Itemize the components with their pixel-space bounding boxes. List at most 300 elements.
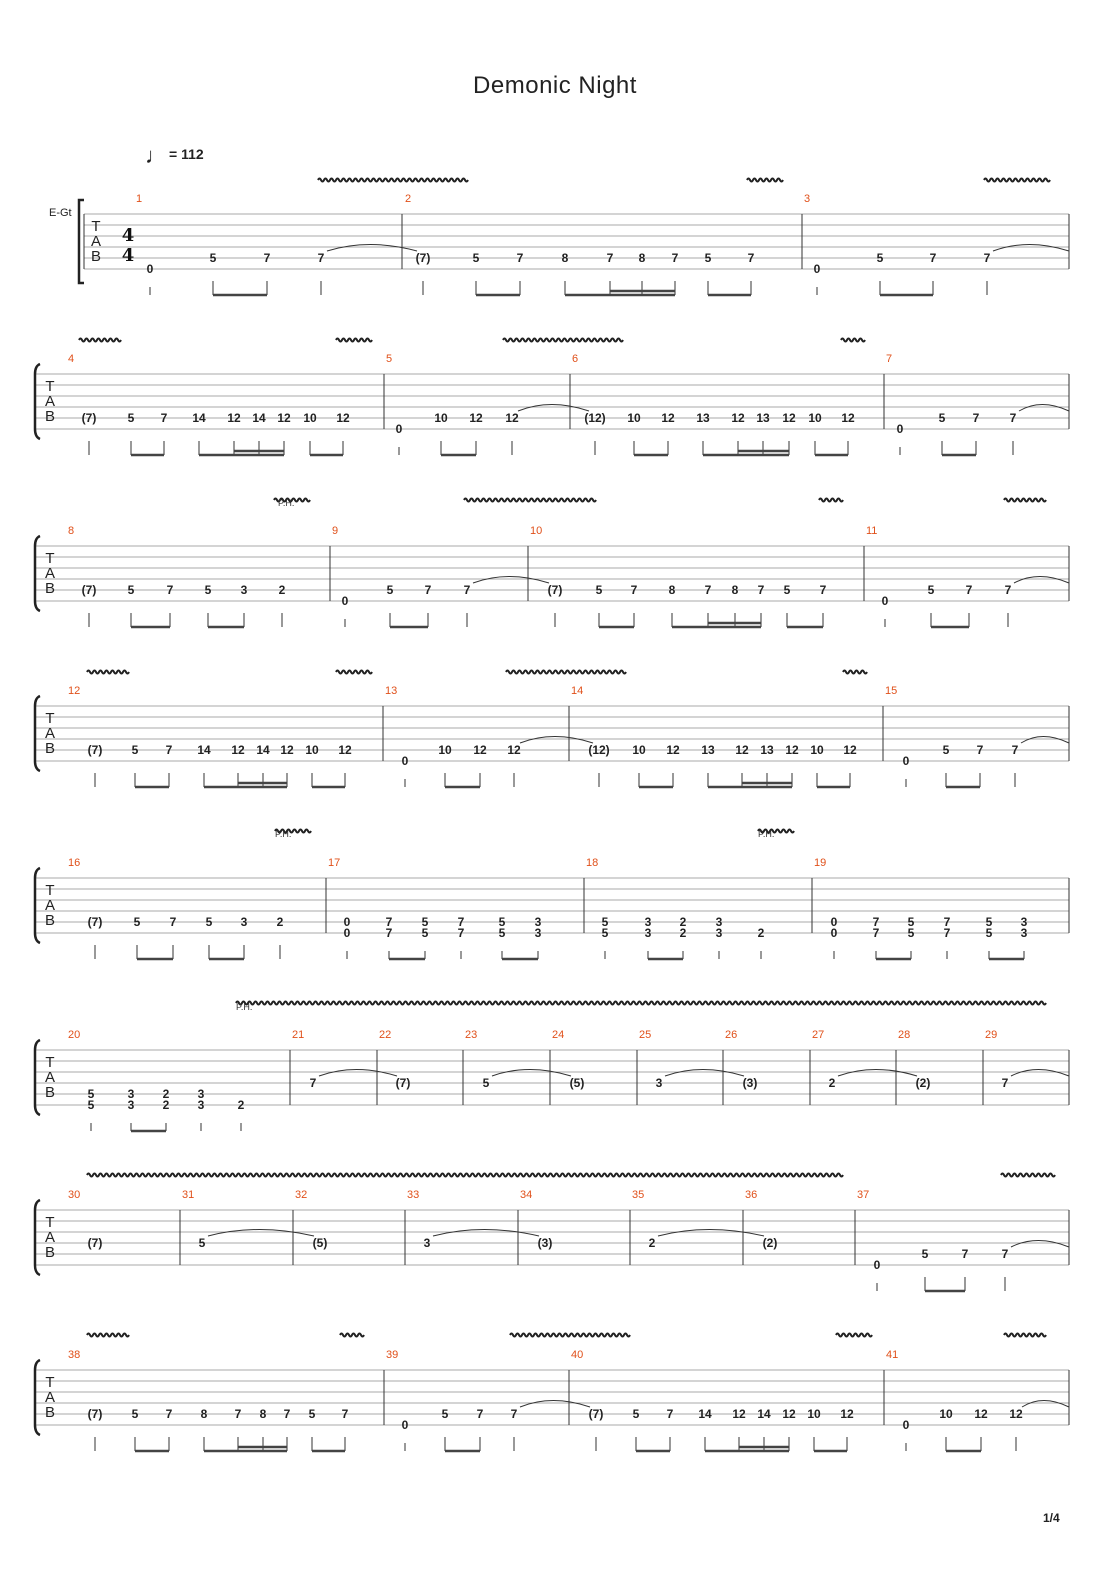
fret-number: 5 (209, 251, 217, 265)
tie-arc (1019, 405, 1069, 412)
tab-clef-letter: T (91, 218, 101, 235)
tie-arc (433, 1230, 539, 1237)
fret-number: 5 (985, 915, 993, 929)
fret-number: 2 (828, 1076, 836, 1090)
fret-number: 5 (498, 926, 506, 940)
measure-number: 17 (328, 857, 341, 869)
measure-number: 33 (407, 1189, 420, 1201)
fret-number: (7) (395, 1076, 411, 1090)
fret-number: 5 (704, 251, 712, 265)
fret-number: 2 (757, 926, 765, 940)
fret-number: 14 (252, 411, 266, 425)
fret-number: 2 (679, 926, 687, 940)
fret-number: 3 (534, 926, 542, 940)
tab-clef-letter: B (44, 580, 56, 597)
fret-number: 0 (830, 915, 838, 929)
tab-clef-letter: B (90, 248, 102, 265)
fret-number: 7 (160, 411, 168, 425)
measure-number: 9 (332, 525, 339, 537)
fret-number: 12 (473, 743, 487, 757)
fret-number: (7) (87, 1407, 103, 1421)
fret-number: 10 (627, 411, 641, 425)
fret-number: 0 (343, 926, 351, 940)
measure-number: 19 (814, 857, 827, 869)
tab-clef-letter: B (44, 408, 56, 425)
fret-number: 13 (701, 743, 715, 757)
fret-number: 5 (204, 583, 212, 597)
fret-number: 10 (939, 1407, 953, 1421)
fret-number: 0 (401, 1418, 409, 1432)
fret-number: 7 (1004, 583, 1012, 597)
fret-number: 12 (661, 411, 675, 425)
fret-number: 7 (747, 251, 755, 265)
fret-number: 12 (507, 743, 521, 757)
fret-number: 12 (732, 1407, 746, 1421)
measure-number: 2 (405, 193, 412, 205)
fret-number: (3) (537, 1236, 553, 1250)
measure-number: 30 (68, 1189, 81, 1201)
fret-number: 2 (276, 915, 284, 929)
fret-number: 8 (638, 251, 646, 265)
measure-number: 12 (68, 685, 81, 697)
fret-number: 12 (735, 743, 749, 757)
measure-number: 34 (520, 1189, 533, 1201)
fret-number: 7 (976, 743, 984, 757)
fret-number: (3) (742, 1076, 758, 1090)
fret-number: 5 (921, 1247, 929, 1261)
fret-number: 7 (872, 915, 880, 929)
measure-number: 15 (885, 685, 898, 697)
fret-number: 7 (972, 411, 980, 425)
fret-number: 0 (896, 422, 904, 436)
tie-arc (1021, 737, 1069, 744)
vibrato-line (336, 671, 372, 674)
fret-number: 12 (782, 1407, 796, 1421)
tab-clef-letter: B (44, 1084, 56, 1101)
measure-number: 16 (68, 857, 81, 869)
vibrato-line (87, 1334, 129, 1337)
fret-number: 5 (421, 915, 429, 929)
fret-number: 5 (482, 1076, 490, 1090)
fret-number: 10 (438, 743, 452, 757)
fret-number: 5 (131, 1407, 139, 1421)
vibrato-line (336, 339, 372, 342)
system-brace (35, 364, 40, 439)
fret-number: 12 (782, 411, 796, 425)
fret-number: 12 (469, 411, 483, 425)
fret-number: 12 (505, 411, 519, 425)
fret-number: 7 (630, 583, 638, 597)
measure-number: 35 (632, 1189, 645, 1201)
fret-number: 14 (197, 743, 211, 757)
fret-number: 7 (169, 915, 177, 929)
fret-number: 12 (666, 743, 680, 757)
tie-arc (1022, 1401, 1069, 1408)
tab-clef-letter: B (44, 1404, 56, 1421)
measure-number: 18 (586, 857, 599, 869)
fret-number: 14 (698, 1407, 712, 1421)
measure-number: 20 (68, 1029, 81, 1041)
fret-number: 0 (902, 754, 910, 768)
fret-number: 5 (472, 251, 480, 265)
fret-number: 5 (87, 1098, 95, 1112)
fret-number: 8 (731, 583, 739, 597)
fret-number: 13 (696, 411, 710, 425)
vibrato-line (87, 1174, 843, 1177)
fret-number: 14 (192, 411, 206, 425)
fret-number: (7) (415, 251, 431, 265)
fret-number: 5 (421, 926, 429, 940)
system-brace (35, 868, 40, 943)
fret-number: (7) (588, 1407, 604, 1421)
fret-number: 2 (162, 1087, 170, 1101)
fret-number: 5 (498, 915, 506, 929)
fret-number: 7 (341, 1407, 349, 1421)
fret-number: 2 (162, 1098, 170, 1112)
pinch-harmonic-label: P.H. (758, 829, 775, 839)
tab-clef-letter: T (45, 550, 55, 567)
fret-number: 12 (1009, 1407, 1023, 1421)
fret-number: 12 (336, 411, 350, 425)
fret-number: 12 (231, 743, 245, 757)
measure-number: 24 (552, 1029, 565, 1041)
measure-number: 40 (571, 1349, 584, 1361)
fret-number: 7 (666, 1407, 674, 1421)
fret-number: 10 (807, 1407, 821, 1421)
system-brace (35, 696, 40, 771)
fret-number: 3 (197, 1098, 205, 1112)
fret-number: 3 (644, 915, 652, 929)
fret-number: 5 (601, 926, 609, 940)
fret-number: 5 (386, 583, 394, 597)
tie-arc (838, 1070, 917, 1077)
fret-number: 12 (280, 743, 294, 757)
vibrato-line (318, 179, 468, 182)
fret-number: 12 (338, 743, 352, 757)
tab-clef-letter: A (44, 1389, 56, 1406)
fret-number: 14 (256, 743, 270, 757)
tab-clef-letter: B (44, 1244, 56, 1261)
fret-number: 0 (813, 262, 821, 276)
instrument-label: E-Gt (49, 207, 72, 219)
fret-number: 8 (561, 251, 569, 265)
fret-number: 5 (133, 915, 141, 929)
fret-number: 7 (309, 1076, 317, 1090)
fret-number: 7 (234, 1407, 242, 1421)
fret-number: (7) (87, 743, 103, 757)
time-signature-top: 4 (121, 225, 135, 246)
tie-arc (658, 1230, 764, 1237)
vibrato-line (79, 339, 121, 342)
vibrato-line (340, 1334, 364, 1337)
fret-number: 3 (127, 1098, 135, 1112)
fret-number: 7 (457, 915, 465, 929)
fret-number: 7 (671, 251, 679, 265)
fret-number: 13 (756, 411, 770, 425)
fret-number: 12 (843, 743, 857, 757)
measure-number: 11 (866, 525, 878, 537)
fret-number: (12) (584, 411, 606, 425)
tie-arc (665, 1070, 744, 1077)
measure-number: 28 (898, 1029, 911, 1041)
fret-number: 5 (595, 583, 603, 597)
fret-number: 5 (907, 915, 915, 929)
measure-number: 5 (386, 353, 393, 365)
fret-number: 7 (819, 583, 827, 597)
system-brace (35, 1040, 40, 1115)
fret-number: 7 (510, 1407, 518, 1421)
quarter-note-icon: ♩ (145, 143, 167, 168)
tie-arc (492, 1070, 571, 1077)
fret-number: 7 (424, 583, 432, 597)
fret-number: 10 (303, 411, 317, 425)
fret-number: 3 (534, 915, 542, 929)
tie-arc (327, 245, 417, 252)
vibrato-line (503, 339, 623, 342)
fret-number: 7 (1001, 1247, 1009, 1261)
fret-number: 7 (704, 583, 712, 597)
fret-number: 10 (810, 743, 824, 757)
fret-number: 0 (401, 754, 409, 768)
fret-number: 0 (881, 594, 889, 608)
tab-clef-letter: A (44, 1069, 56, 1086)
fret-number: 2 (278, 583, 286, 597)
fret-number: 3 (127, 1087, 135, 1101)
fret-number: 3 (197, 1087, 205, 1101)
fret-number: 5 (127, 411, 135, 425)
vibrato-line (1004, 1334, 1046, 1337)
vibrato-line (506, 671, 626, 674)
fret-number: 0 (146, 262, 154, 276)
pinch-harmonic-label: P.H. (236, 1002, 253, 1012)
measure-number: 31 (182, 1189, 195, 1201)
system-brace (35, 1200, 40, 1275)
fret-number: 5 (131, 743, 139, 757)
page-number: 1/4 (1043, 1511, 1060, 1525)
fret-number: 0 (902, 1418, 910, 1432)
fret-number: (7) (87, 915, 103, 929)
measure-number: 7 (886, 353, 893, 365)
vibrato-line (819, 499, 843, 502)
system-brace (35, 536, 40, 611)
fret-number: (5) (312, 1236, 328, 1250)
fret-number: 10 (305, 743, 319, 757)
fret-number: 3 (644, 926, 652, 940)
fret-number: 12 (227, 411, 241, 425)
tab-clef-letter: B (44, 912, 56, 929)
fret-number: 7 (1001, 1076, 1009, 1090)
measure-number: 29 (985, 1029, 998, 1041)
fret-number: 12 (840, 1407, 854, 1421)
fret-number: (7) (547, 583, 563, 597)
fret-number: 10 (632, 743, 646, 757)
tab-clef-letter: T (45, 882, 55, 899)
tab-clef-letter: A (44, 725, 56, 742)
vibrato-line (843, 671, 867, 674)
vibrato-line (836, 1334, 872, 1337)
fret-number: 5 (907, 926, 915, 940)
fret-number: 7 (457, 926, 465, 940)
fret-number: (7) (87, 1236, 103, 1250)
tab-clef-letter: T (45, 378, 55, 395)
measure-number: 3 (804, 193, 811, 205)
system-brace (35, 1360, 40, 1435)
fret-number: (5) (569, 1076, 585, 1090)
fret-number: 5 (938, 411, 946, 425)
vibrato-line (841, 339, 865, 342)
fret-number: 13 (760, 743, 774, 757)
vibrato-line (464, 499, 596, 502)
tie-arc (319, 1070, 397, 1077)
measure-number: 39 (386, 1349, 399, 1361)
vibrato-line (510, 1334, 630, 1337)
measure-number: 13 (385, 685, 398, 697)
fret-number: 12 (785, 743, 799, 757)
tab-clef-letter: T (45, 1054, 55, 1071)
measure-number: 21 (292, 1029, 305, 1041)
fret-number: 7 (283, 1407, 291, 1421)
fret-number: 3 (240, 915, 248, 929)
system-bracket (79, 200, 84, 283)
tie-arc (993, 245, 1069, 252)
fret-number: 5 (127, 583, 135, 597)
tab-clef-letter: A (90, 233, 102, 250)
fret-number: 12 (277, 411, 291, 425)
vibrato-line (1004, 499, 1046, 502)
measure-number: 6 (572, 353, 579, 365)
fret-number: 5 (205, 915, 213, 929)
fret-number: 7 (263, 251, 271, 265)
measure-number: 32 (295, 1189, 308, 1201)
fret-number: 7 (965, 583, 973, 597)
fret-number: 7 (385, 926, 393, 940)
fret-number: 8 (200, 1407, 208, 1421)
fret-number: 14 (757, 1407, 771, 1421)
measure-number: 26 (725, 1029, 738, 1041)
tempo-value: = 112 (169, 146, 204, 162)
fret-number: 7 (165, 1407, 173, 1421)
measure-number: 36 (745, 1189, 758, 1201)
measure-number: 23 (465, 1029, 478, 1041)
tie-arc (1011, 1070, 1069, 1077)
fret-number: 8 (668, 583, 676, 597)
tie-arc (208, 1230, 314, 1237)
song-title: Demonic Night (473, 72, 637, 99)
fret-number: 3 (655, 1076, 663, 1090)
fret-number: 2 (237, 1098, 245, 1112)
fret-number: (7) (81, 583, 97, 597)
fret-number: 10 (434, 411, 448, 425)
fret-number: 2 (648, 1236, 656, 1250)
fret-number: 5 (198, 1236, 206, 1250)
measure-number: 27 (812, 1029, 825, 1041)
vibrato-line (747, 179, 783, 182)
fret-number: 7 (476, 1407, 484, 1421)
fret-number: 5 (927, 583, 935, 597)
fret-number: 7 (516, 251, 524, 265)
fret-number: 5 (783, 583, 791, 597)
fret-number: 3 (423, 1236, 431, 1250)
fret-number: 3 (1020, 926, 1028, 940)
tie-arc (520, 737, 593, 744)
tab-clef-letter: A (44, 897, 56, 914)
fret-number: 3 (715, 926, 723, 940)
fret-number: 7 (929, 251, 937, 265)
fret-number: 7 (983, 251, 991, 265)
fret-number: 3 (1020, 915, 1028, 929)
tab-clef-letter: T (45, 710, 55, 727)
tab-clef-letter: A (44, 1229, 56, 1246)
fret-number: 5 (942, 743, 950, 757)
fret-number: 8 (259, 1407, 267, 1421)
tab-clef-letter: A (44, 393, 56, 410)
fret-number: 0 (830, 926, 838, 940)
measure-number: 8 (68, 525, 75, 537)
fret-number: 5 (876, 251, 884, 265)
pinch-harmonic-label: P.H. (278, 498, 295, 508)
fret-number: 7 (1011, 743, 1019, 757)
fret-number: 0 (395, 422, 403, 436)
fret-number: 5 (632, 1407, 640, 1421)
fret-number: 7 (166, 583, 174, 597)
tie-arc (1014, 577, 1069, 584)
fret-number: 7 (943, 926, 951, 940)
fret-number: 7 (757, 583, 765, 597)
fret-number: 7 (463, 583, 471, 597)
tab-clef-letter: A (44, 565, 56, 582)
fret-number: 10 (808, 411, 822, 425)
fret-number: 7 (961, 1247, 969, 1261)
measure-number: 38 (68, 1349, 81, 1361)
measure-number: 22 (379, 1029, 392, 1041)
fret-number: 7 (872, 926, 880, 940)
tie-arc (473, 577, 549, 584)
fret-number: 3 (715, 915, 723, 929)
pinch-harmonic-label: P.H. (275, 829, 292, 839)
fret-number: 0 (343, 915, 351, 929)
tie-arc (520, 1401, 590, 1408)
measure-number: 1 (136, 193, 143, 205)
fret-number: 0 (341, 594, 349, 608)
measure-number: 4 (68, 353, 75, 365)
fret-number: 7 (1009, 411, 1017, 425)
fret-number: 7 (165, 743, 173, 757)
measure-number: 37 (857, 1189, 870, 1201)
tie-arc (1011, 1241, 1069, 1248)
fret-number: (12) (588, 743, 610, 757)
tab-clef-letter: T (45, 1374, 55, 1391)
measure-number: 10 (530, 525, 543, 537)
fret-number: 12 (841, 411, 855, 425)
fret-number: 5 (985, 926, 993, 940)
vibrato-line (984, 179, 1050, 182)
measure-number: 25 (639, 1029, 652, 1041)
fret-number: 12 (974, 1407, 988, 1421)
fret-number: 0 (873, 1258, 881, 1272)
fret-number: 5 (441, 1407, 449, 1421)
fret-number: 7 (317, 251, 325, 265)
fret-number: 7 (606, 251, 614, 265)
fret-number: 5 (308, 1407, 316, 1421)
vibrato-line (236, 1002, 1046, 1005)
vibrato-line (87, 671, 129, 674)
tab-clef-letter: B (44, 740, 56, 757)
measure-number: 41 (886, 1349, 899, 1361)
fret-number: 3 (240, 583, 248, 597)
fret-number: 12 (731, 411, 745, 425)
fret-number: 7 (943, 915, 951, 929)
fret-number: 5 (601, 915, 609, 929)
